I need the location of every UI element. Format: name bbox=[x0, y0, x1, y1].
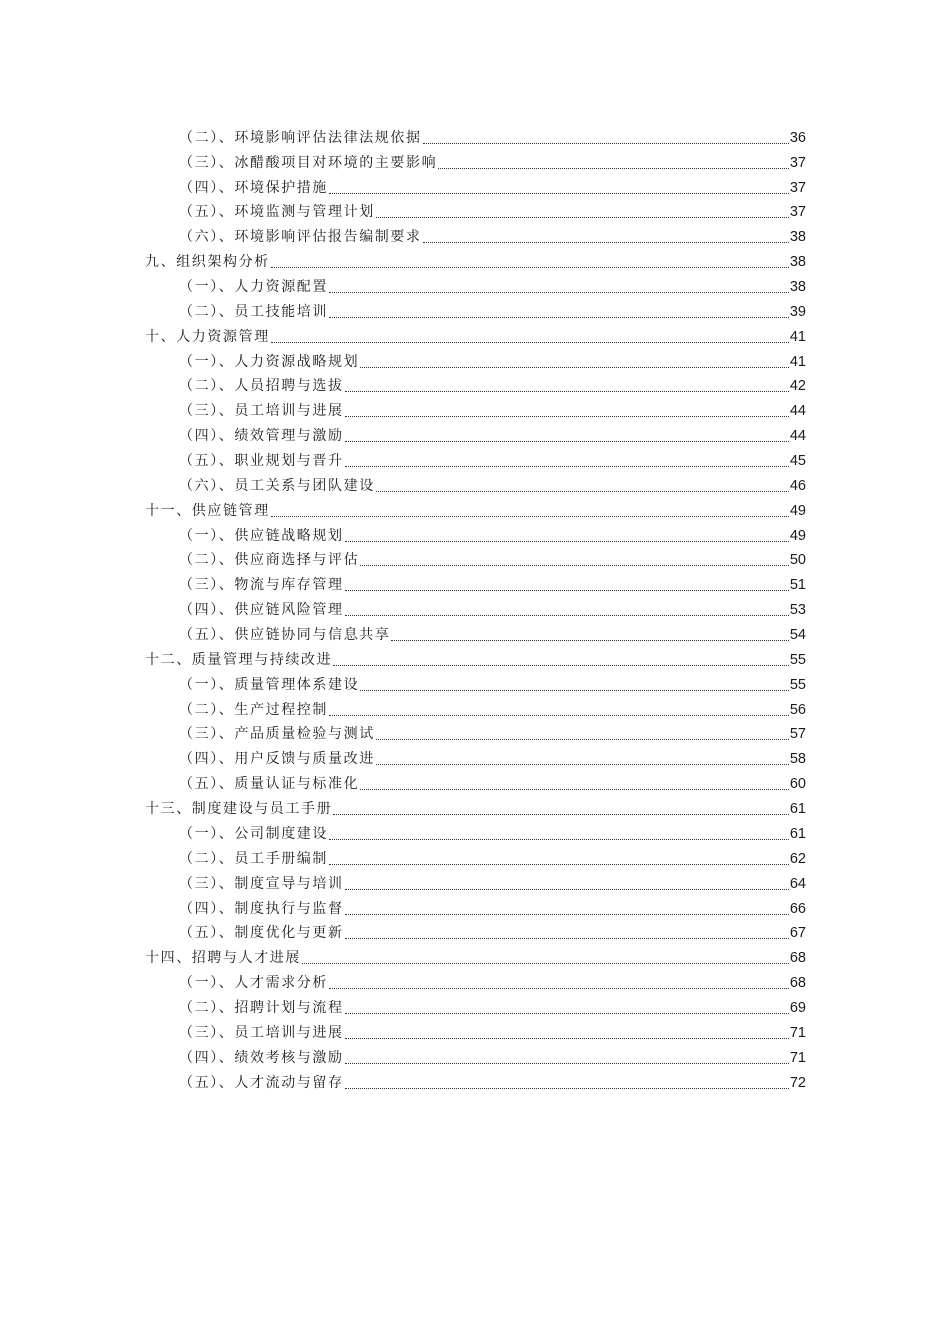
toc-section-entry[interactable] bbox=[0, 1020, 950, 1045]
toc-entry-page-number: 67 bbox=[789, 925, 806, 942]
dot-leader bbox=[345, 590, 789, 591]
toc-entry-page-number: 69 bbox=[789, 999, 806, 1016]
toc-entry-page-number: 46 bbox=[789, 477, 806, 494]
dot-leader bbox=[345, 416, 789, 417]
toc-section-entry[interactable] bbox=[0, 846, 950, 871]
toc-entry-page-number: 56 bbox=[789, 701, 806, 718]
toc-entry-page-number: 42 bbox=[789, 378, 806, 395]
toc-entry-title: （一）、人才需求分析 bbox=[179, 975, 328, 992]
toc-entry-title: （二）、招聘计划与流程 bbox=[179, 999, 344, 1016]
toc-entry-page-number: 54 bbox=[789, 627, 806, 644]
toc-entry-title: 十、人力资源管理 bbox=[145, 328, 270, 345]
dot-leader bbox=[333, 665, 789, 666]
dot-leader bbox=[329, 864, 789, 865]
dot-leader bbox=[345, 1063, 789, 1064]
toc-section-entry[interactable] bbox=[0, 995, 950, 1020]
dot-leader bbox=[376, 491, 789, 492]
toc-entry-title: （三）、制度宣导与培训 bbox=[179, 875, 344, 892]
dot-leader bbox=[271, 342, 789, 343]
toc-section-entry[interactable] bbox=[0, 448, 950, 473]
toc-entry-page-number: 53 bbox=[789, 602, 806, 619]
toc-entry-page-number: 37 bbox=[789, 154, 806, 171]
toc-entry-page-number: 44 bbox=[789, 428, 806, 445]
toc-section-entry[interactable] bbox=[0, 746, 950, 771]
toc-entry-title: （二）、环境影响评估法律法规依据 bbox=[179, 129, 422, 146]
dot-leader bbox=[423, 143, 789, 144]
dot-leader bbox=[302, 963, 789, 964]
toc-chapter-entry[interactable] bbox=[0, 498, 950, 523]
toc-entry-page-number: 49 bbox=[789, 527, 806, 544]
toc-entry-page-number: 71 bbox=[789, 1049, 806, 1066]
toc-section-entry[interactable] bbox=[0, 697, 950, 722]
toc-entry-page-number: 57 bbox=[789, 726, 806, 743]
toc-entry-title: （五）、质量认证与标准化 bbox=[179, 776, 360, 793]
toc-chapter-entry[interactable] bbox=[0, 647, 950, 672]
toc-entry-title: （三）、产品质量检验与测试 bbox=[179, 726, 375, 743]
toc-entry-page-number: 60 bbox=[789, 776, 806, 793]
toc-entry-title: （六）、员工关系与团队建设 bbox=[179, 477, 375, 494]
table-of-contents bbox=[0, 125, 950, 1095]
toc-section-entry[interactable] bbox=[0, 921, 950, 946]
toc-section-entry[interactable] bbox=[0, 224, 950, 249]
dot-leader bbox=[376, 217, 789, 218]
toc-section-entry[interactable] bbox=[0, 349, 950, 374]
toc-entry-title: （一）、供应链战略规划 bbox=[179, 527, 344, 544]
toc-entry-title: 十三、制度建设与员工手册 bbox=[145, 801, 333, 818]
toc-entry-page-number: 38 bbox=[789, 229, 806, 246]
toc-entry-title: （三）、冰醋酸项目对环境的主要影响 bbox=[179, 154, 438, 171]
dot-leader bbox=[333, 814, 789, 815]
dot-leader bbox=[271, 267, 789, 268]
toc-entry-page-number: 41 bbox=[789, 353, 806, 370]
toc-entry-page-number: 68 bbox=[789, 950, 806, 967]
toc-section-entry[interactable] bbox=[0, 722, 950, 747]
toc-entry-title: （五）、人才流动与留存 bbox=[179, 1074, 344, 1091]
toc-entry-title: 九、组织架构分析 bbox=[145, 254, 270, 271]
toc-section-entry[interactable] bbox=[0, 1070, 950, 1095]
toc-entry-page-number: 37 bbox=[789, 204, 806, 221]
dot-leader bbox=[360, 789, 789, 790]
toc-entry-title: （一）、人力资源配置 bbox=[179, 279, 328, 296]
toc-entry-title: （四）、用户反馈与质量改进 bbox=[179, 751, 375, 768]
toc-section-entry[interactable] bbox=[0, 299, 950, 324]
toc-entry-page-number: 61 bbox=[789, 825, 806, 842]
toc-section-entry[interactable] bbox=[0, 423, 950, 448]
toc-entry-title: （五）、环境监测与管理计划 bbox=[179, 204, 375, 221]
toc-entry-title: （四）、制度执行与监督 bbox=[179, 900, 344, 917]
toc-entry-page-number: 66 bbox=[789, 900, 806, 917]
dot-leader bbox=[345, 938, 789, 939]
toc-section-entry[interactable] bbox=[0, 125, 950, 150]
toc-section-entry[interactable] bbox=[0, 274, 950, 299]
toc-entry-title: （五）、制度优化与更新 bbox=[179, 925, 344, 942]
toc-entry-title: （二）、员工技能培训 bbox=[179, 303, 328, 320]
toc-section-entry[interactable] bbox=[0, 771, 950, 796]
toc-entry-title: （四）、环境保护措施 bbox=[179, 179, 328, 196]
toc-section-entry[interactable] bbox=[0, 597, 950, 622]
toc-entry-title: 十四、招聘与人才进展 bbox=[145, 950, 301, 967]
dot-leader bbox=[423, 242, 789, 243]
toc-entry-title: 十一、供应链管理 bbox=[145, 502, 270, 519]
toc-section-entry[interactable] bbox=[0, 970, 950, 995]
toc-entry-page-number: 38 bbox=[789, 254, 806, 271]
toc-entry-page-number: 38 bbox=[789, 279, 806, 296]
toc-entry-title: （四）、绩效管理与激励 bbox=[179, 428, 344, 445]
toc-entry-page-number: 36 bbox=[789, 129, 806, 146]
toc-section-entry[interactable] bbox=[0, 473, 950, 498]
toc-section-entry[interactable] bbox=[0, 374, 950, 399]
toc-entry-title: （三）、物流与库存管理 bbox=[179, 577, 344, 594]
dot-leader bbox=[329, 839, 789, 840]
toc-chapter-entry[interactable] bbox=[0, 796, 950, 821]
dot-leader bbox=[345, 615, 789, 616]
dot-leader bbox=[345, 466, 789, 467]
dot-leader bbox=[345, 889, 789, 890]
toc-entry-title: 十二、质量管理与持续改进 bbox=[145, 651, 333, 668]
dot-leader bbox=[329, 292, 789, 293]
toc-section-entry[interactable] bbox=[0, 572, 950, 597]
dot-leader bbox=[345, 914, 789, 915]
toc-entry-title: （一）、公司制度建设 bbox=[179, 825, 328, 842]
dot-leader bbox=[360, 690, 789, 691]
dot-leader bbox=[391, 640, 788, 641]
dot-leader bbox=[329, 715, 789, 716]
toc-section-entry[interactable] bbox=[0, 672, 950, 697]
toc-entry-title: （四）、绩效考核与激励 bbox=[179, 1049, 344, 1066]
toc-section-entry[interactable] bbox=[0, 1045, 950, 1070]
toc-entry-page-number: 51 bbox=[789, 577, 806, 594]
toc-section-entry[interactable] bbox=[0, 821, 950, 846]
toc-section-entry[interactable] bbox=[0, 150, 950, 175]
toc-chapter-entry[interactable] bbox=[0, 324, 950, 349]
toc-section-entry[interactable] bbox=[0, 523, 950, 548]
toc-section-entry[interactable] bbox=[0, 896, 950, 921]
toc-entry-title: （三）、员工培训与进展 bbox=[179, 403, 344, 420]
dot-leader bbox=[360, 565, 789, 566]
toc-section-entry[interactable] bbox=[0, 398, 950, 423]
toc-entry-title: （二）、员工手册编制 bbox=[179, 850, 328, 867]
toc-entry-page-number: 62 bbox=[789, 850, 806, 867]
toc-entry-page-number: 37 bbox=[789, 179, 806, 196]
toc-entry-title: （五）、供应链协同与信息共享 bbox=[179, 627, 391, 644]
dot-leader bbox=[329, 988, 789, 989]
dot-leader bbox=[376, 739, 789, 740]
dot-leader bbox=[345, 441, 789, 442]
toc-entry-title: （二）、生产过程控制 bbox=[179, 701, 328, 718]
toc-entry-page-number: 68 bbox=[789, 975, 806, 992]
toc-entry-page-number: 55 bbox=[789, 676, 806, 693]
toc-entry-title: （一）、质量管理体系建设 bbox=[179, 676, 360, 693]
dot-leader bbox=[345, 391, 789, 392]
toc-entry-page-number: 44 bbox=[789, 403, 806, 420]
toc-entry-title: （五）、职业规划与晋升 bbox=[179, 453, 344, 470]
toc-entry-title: （二）、供应商选择与评估 bbox=[179, 552, 360, 569]
toc-entry-page-number: 61 bbox=[789, 801, 806, 818]
dot-leader bbox=[438, 168, 789, 169]
toc-entry-title: （一）、人力资源战略规划 bbox=[179, 353, 360, 370]
dot-leader bbox=[329, 193, 789, 194]
toc-entry-page-number: 49 bbox=[789, 502, 806, 519]
toc-chapter-entry[interactable] bbox=[0, 249, 950, 274]
dot-leader bbox=[360, 367, 789, 368]
dot-leader bbox=[345, 1038, 789, 1039]
toc-entry-page-number: 72 bbox=[789, 1074, 806, 1091]
toc-entry-page-number: 71 bbox=[789, 1024, 806, 1041]
toc-entry-page-number: 58 bbox=[789, 751, 806, 768]
toc-entry-title: （二）、人员招聘与选拔 bbox=[179, 378, 344, 395]
toc-entry-title: （三）、员工培训与进展 bbox=[179, 1024, 344, 1041]
dot-leader bbox=[345, 541, 789, 542]
toc-entry-page-number: 45 bbox=[789, 453, 806, 470]
toc-entry-page-number: 41 bbox=[789, 328, 806, 345]
toc-section-entry[interactable] bbox=[0, 622, 950, 647]
toc-entry-title: （四）、供应链风险管理 bbox=[179, 602, 344, 619]
toc-section-entry[interactable] bbox=[0, 175, 950, 200]
dot-leader bbox=[376, 764, 789, 765]
toc-section-entry[interactable] bbox=[0, 871, 950, 896]
dot-leader bbox=[345, 1013, 789, 1014]
toc-entry-title: （六）、环境影响评估报告编制要求 bbox=[179, 229, 422, 246]
dot-leader bbox=[345, 1088, 789, 1089]
dot-leader bbox=[329, 317, 789, 318]
toc-section-entry[interactable] bbox=[0, 548, 950, 573]
toc-chapter-entry[interactable] bbox=[0, 945, 950, 970]
toc-entry-page-number: 64 bbox=[789, 875, 806, 892]
toc-entry-page-number: 55 bbox=[789, 651, 806, 668]
toc-section-entry[interactable] bbox=[0, 200, 950, 225]
dot-leader bbox=[271, 516, 789, 517]
toc-entry-page-number: 39 bbox=[789, 303, 806, 320]
toc-entry-page-number: 50 bbox=[789, 552, 806, 569]
